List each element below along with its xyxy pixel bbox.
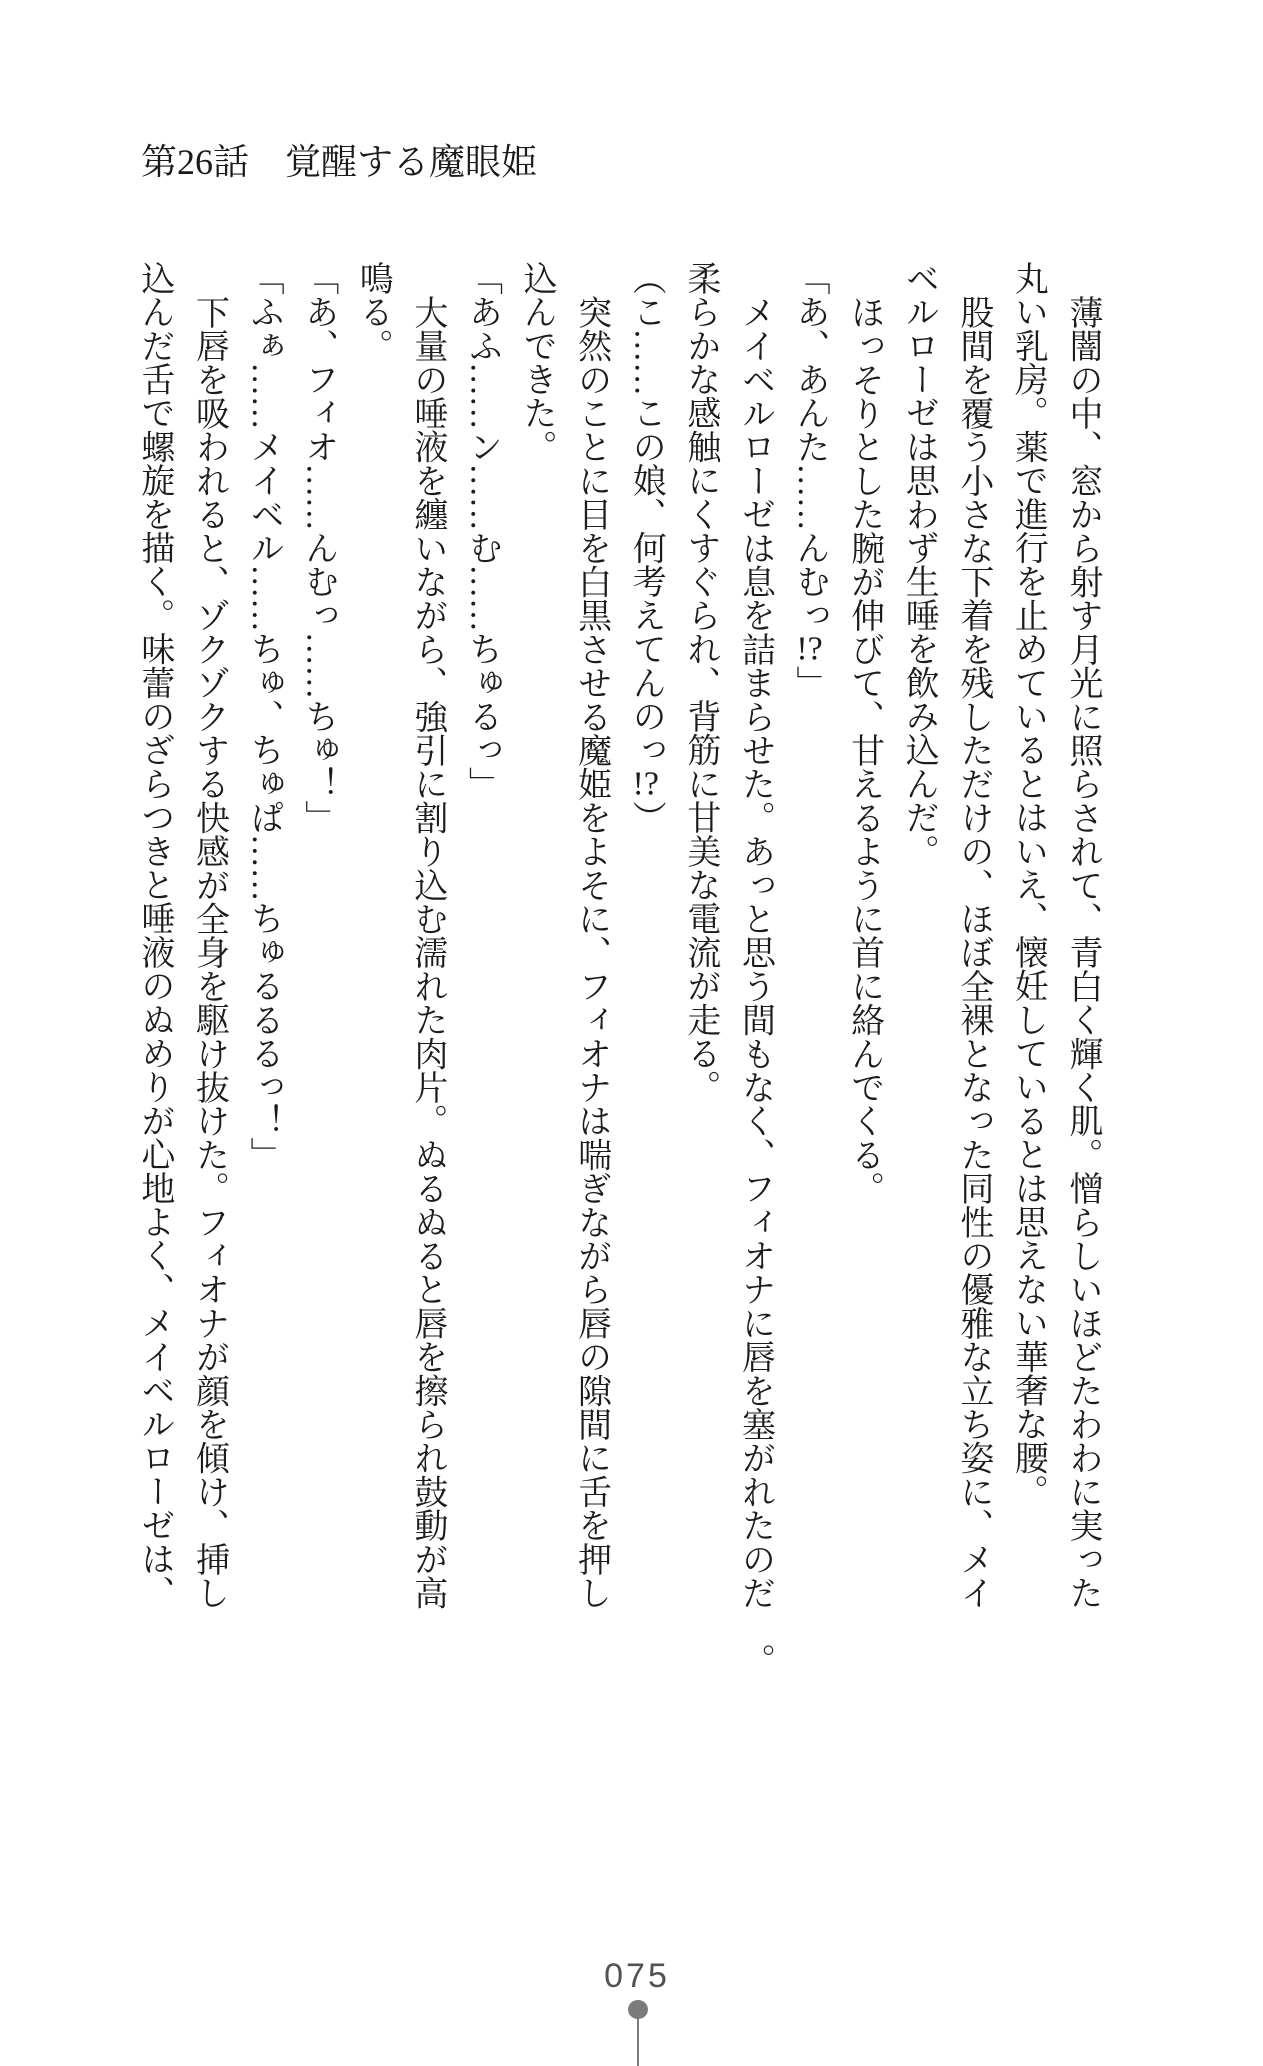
footer-rule-line [637, 2018, 639, 2066]
paragraph-text: 「あふ……ン……む……ちゅるっ」 [463, 261, 501, 801]
paragraph-thought [618, 261, 673, 1627]
paragraph-text: 「ふぁ……メイベル……ちゅ、ちゅぱ……ちゅるるるっ！」 [245, 261, 283, 1171]
paragraph [891, 261, 1000, 1627]
paragraph-text: 突然のことに目を白黒させる魔姫をよそに、フィオナは喘ぎながら唇の隙間に舌を押し込んできた。 [518, 261, 610, 1610]
paragraph-text: ほっそりとした腕が伸びて、甘えるように首に絡んでくる。 [845, 295, 883, 1205]
paragraph-dialogue [236, 261, 291, 1627]
paragraph-text: 股間を覆う小さな下着を残しただけの、ほぼ全裸となった同性の優雅な立ち姿に、メイベルローゼは思わず生唾を飲み込んだ。 [900, 261, 992, 1610]
interrobang-glyph: !? [796, 631, 823, 666]
paragraph-text: 下唇を吸われると、ゾクゾクする快感が全身を駆け抜けた。フィオナが顔を傾け、挿し込んだ舌で螺旋を描く。味蕾のざらつきと唾液のぬめりが心地よく、メイベルローゼは、 [135, 261, 228, 1610]
paragraph: メイベルローゼは息を詰まらせた。あっと思う間もなく、フィオナに唇を塞がれたのだ。柔らかな感触にくすぐられ、背筋に甘美な電流が走る。 [681, 261, 774, 1678]
paragraph [345, 261, 454, 1627]
chapter-heading: 第26話 覚醒する魔眼姫 [141, 142, 538, 182]
footer-dot-icon [628, 2000, 648, 2019]
paragraph-dialogue [781, 261, 836, 1627]
paragraph [1000, 261, 1109, 1627]
paragraph-text: 」 [791, 665, 829, 700]
paragraph-text: 大量の唾液を纏いながら、強引に割り込む濡れた肉片。ぬるぬると唇を擦られ鼓動が高鳴る。 [354, 261, 446, 1610]
paragraph-text: 薄闇の中、窓から射す月光に照らされて、青白く輝く肌。憎らしいほどたわわに実った丸い乳房。薬で進行を止めているとはいえ、懐妊しているとは思えない華奢な腰。 [1009, 261, 1101, 1610]
paragraph-text: 「あ、あんた……んむっ [791, 261, 829, 632]
paragraph-text: ） [627, 800, 665, 835]
paragraph-text: 「あ、フィオ……んむっ……ちゅ！」 [299, 261, 337, 834]
body-text [126, 261, 1109, 1678]
paragraph-dialogue [290, 261, 345, 1627]
interrobang-glyph: !? [632, 766, 659, 801]
paragraph [508, 261, 617, 1627]
paragraph-dialogue [454, 261, 509, 1627]
paragraph-text: 柔らかな感触にくすぐられ、背筋に甘美な電流が走る。 [681, 261, 719, 1104]
paragraph [836, 261, 891, 1627]
paragraph [126, 261, 235, 1627]
paragraph-text: メイベルローゼは息を詰まらせた。あっと思う間もなく、フィオナに唇を塞がれたのだ [736, 295, 774, 1610]
page-number: 075 [604, 1957, 670, 1995]
paragraph-text: （こ……この娘、何考えてんのっ [627, 261, 665, 767]
